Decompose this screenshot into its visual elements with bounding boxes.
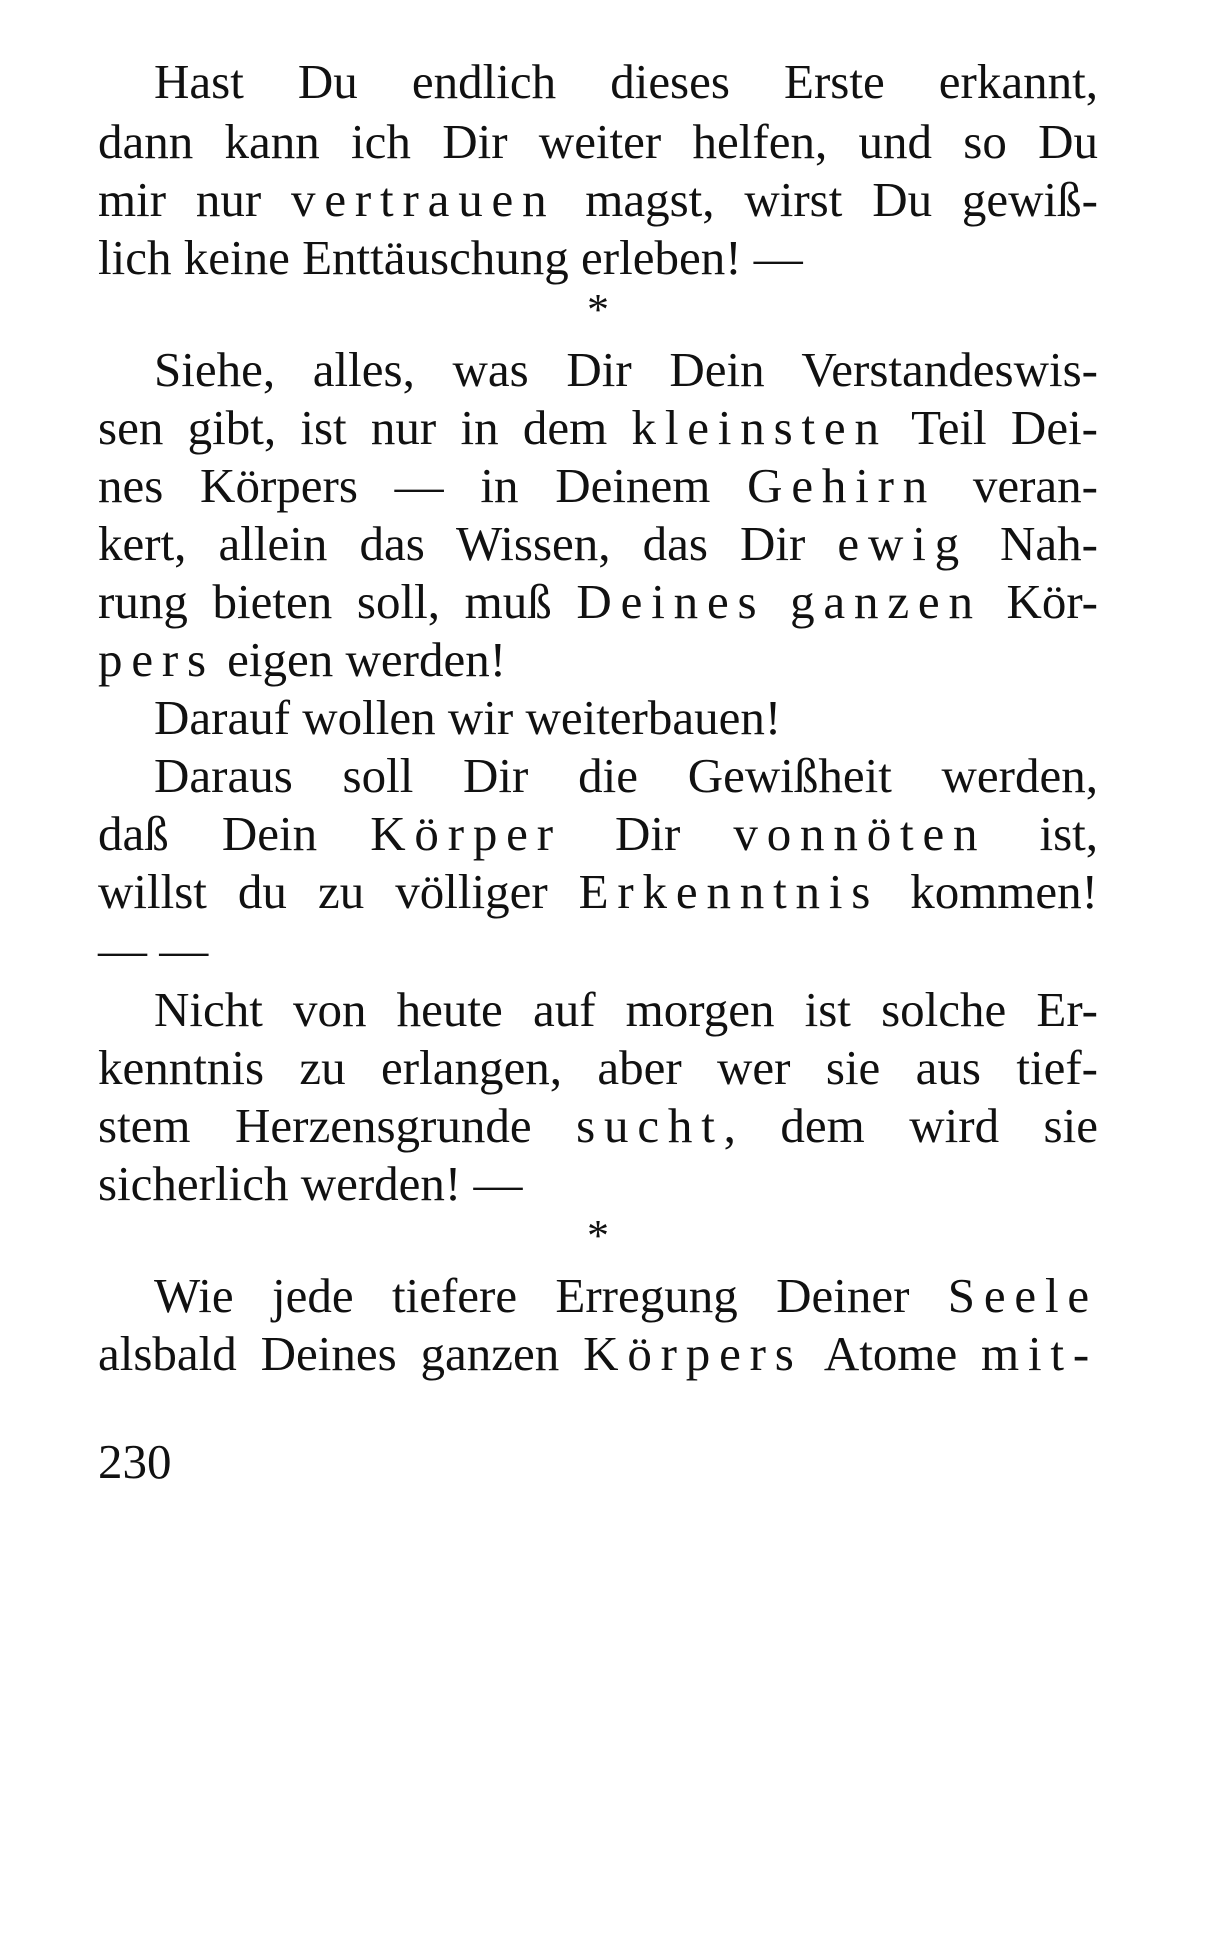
- section-separator: *: [587, 285, 609, 334]
- spaced-emphasis: ganzen: [790, 574, 982, 629]
- text-line: [98, 1324, 1098, 1384]
- text-line: [98, 862, 1098, 922]
- text-line: [98, 1154, 1098, 1214]
- text-run: Daraus soll Dir die Gewißheit werden,: [154, 748, 1098, 803]
- text-line: [154, 52, 1098, 112]
- page-number: 230: [98, 1434, 172, 1489]
- section-separator: *: [587, 1211, 609, 1260]
- text-run: Nah-: [967, 516, 1098, 571]
- spaced-emphasis: ewig: [837, 516, 968, 571]
- text-line: [154, 340, 1098, 400]
- text-run: ist,: [986, 806, 1099, 861]
- text-run: dann kann ich Dir weiter helfen, und so Du: [98, 114, 1098, 169]
- text-run: , dem wird sie: [723, 1098, 1098, 1153]
- text-run: eigen werden!: [214, 632, 507, 687]
- text-line: [154, 746, 1098, 806]
- text-line: [98, 572, 1098, 632]
- spaced-emphasis: Körper: [370, 806, 562, 861]
- text-line: [98, 170, 1098, 230]
- text-run: Nicht von heute auf morgen ist solche Er-: [154, 982, 1098, 1037]
- text-line: [98, 1096, 1098, 1156]
- text-line: [98, 228, 1098, 288]
- spaced-emphasis: Gehirn: [747, 458, 937, 513]
- text-run: [765, 574, 790, 629]
- section-separator-dashes: — —: [98, 922, 209, 977]
- text-line: [98, 630, 1098, 690]
- text-run: magst, wirst Du gewiß-: [555, 172, 1098, 227]
- text-run: veran-: [936, 458, 1098, 513]
- text-line: [98, 514, 1098, 574]
- text-run: lich keine Enttäuschung erleben! —: [98, 230, 803, 285]
- text-run: Kör-: [981, 574, 1099, 629]
- text-run: sen gibt, ist nur in dem: [98, 400, 632, 455]
- text-run: Atome: [802, 1326, 982, 1381]
- spaced-emphasis: Seele: [947, 1268, 1098, 1323]
- text-line: [154, 1266, 1098, 1326]
- text-run: kert, allein das Wissen, das Dir: [98, 516, 838, 571]
- spaced-emphasis: mit-: [981, 1326, 1098, 1381]
- spaced-emphasis: vonnöten: [733, 806, 987, 861]
- text-line: [98, 112, 1098, 172]
- book-page: [98, 0, 1098, 1950]
- text-line: [98, 1038, 1098, 1098]
- text-line: [98, 804, 1098, 864]
- text-run: Dir: [561, 806, 734, 861]
- spaced-emphasis: Erkenntnis: [578, 864, 880, 919]
- text-line: [154, 980, 1098, 1040]
- text-run: kenntnis zu erlangen, aber wer sie aus tief-: [98, 1040, 1098, 1095]
- text-line: [98, 456, 1098, 516]
- text-run: Siehe, alles, was Dir Dein Verstandeswis-: [154, 342, 1098, 397]
- text-run: alsbald Deines ganzen: [98, 1326, 584, 1381]
- spaced-emphasis: vertrauen: [291, 172, 556, 227]
- text-run: sicherlich werden! —: [98, 1156, 523, 1211]
- text-run: willst du zu völliger: [98, 864, 579, 919]
- text-run: mir nur: [98, 172, 292, 227]
- spaced-emphasis: Deines: [576, 574, 766, 629]
- spaced-emphasis: Körpers: [583, 1326, 803, 1381]
- text-run: Wie jede tiefere Erregung Deiner: [154, 1268, 948, 1323]
- spaced-emphasis: sucht: [576, 1098, 724, 1153]
- text-run: stem Herzensgrunde: [98, 1098, 577, 1153]
- text-run: rung bieten soll, muß: [98, 574, 577, 629]
- text-run: daß Dein: [98, 806, 371, 861]
- spaced-emphasis: pers: [98, 632, 215, 687]
- spaced-emphasis: kleinsten: [631, 400, 888, 455]
- text-run: Hast Du endlich dieses Erste erkannt,: [154, 54, 1098, 109]
- text-line: [154, 688, 1098, 748]
- text-run: kommen!: [879, 864, 1098, 919]
- text-run: nes Körpers — in Deinem: [98, 458, 748, 513]
- text-run: Teil Dei-: [887, 400, 1098, 455]
- text-line: [98, 398, 1098, 458]
- text-run: Darauf wollen wir weiterbauen!: [154, 690, 782, 745]
